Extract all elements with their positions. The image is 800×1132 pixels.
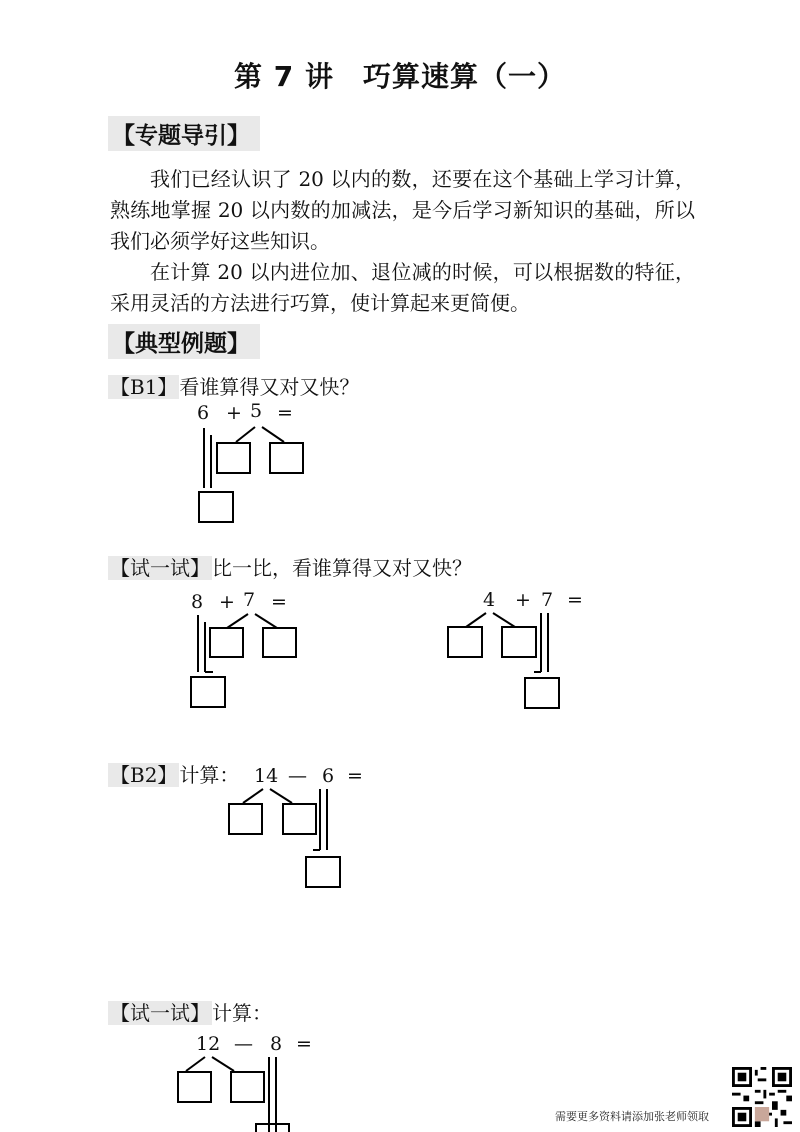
connector-line xyxy=(186,1057,205,1071)
equals-sign: = xyxy=(567,589,583,611)
operand-b: 7 xyxy=(243,589,256,611)
try-tag: 【试一试】 xyxy=(110,1001,210,1025)
try-tag: 【试一试】 xyxy=(110,556,210,580)
operator: + xyxy=(515,589,531,611)
example-prompt: 看谁算得又对又快？ xyxy=(179,375,360,399)
try-prompt: 比一比，看谁算得又对又快？ xyxy=(212,556,472,580)
answer-box xyxy=(256,1124,289,1132)
equals-sign: = xyxy=(277,402,293,424)
section-heading-examples: 【典型例题】 xyxy=(108,324,260,359)
operand-a: 14 xyxy=(254,765,279,787)
page-title: 第 7 讲 巧算速算（一） xyxy=(234,60,566,93)
answer-box xyxy=(231,1072,264,1102)
operator: — xyxy=(288,765,307,787)
operand-a: 6 xyxy=(197,402,210,424)
equals-sign: = xyxy=(271,591,287,613)
operand-b: 7 xyxy=(541,589,554,611)
operand-a: 4 xyxy=(483,589,496,611)
connector-line xyxy=(212,1057,234,1071)
section-heading-intro: 【专题导引】 xyxy=(108,116,260,151)
try-prompt: 计算： xyxy=(212,1001,272,1025)
intro-paragraph-2: 在计算 20 以内进位加、退位减的时候，可以根据数的特征，采用灵活的方法进行巧算，使计算起来更简便。 xyxy=(110,260,695,315)
intro-paragraph-1: 我们已经认识了 20 以内的数，还要在这个基础上学习计算，熟练地掌握 20 以内数的加减法，是今后学习新知识的基础，所以我们必须学好这些知识。 xyxy=(110,167,695,253)
example-tag: 【B2】 xyxy=(110,763,178,787)
operand-b: 5 xyxy=(250,400,263,422)
example-prompt: 计算： xyxy=(179,763,240,787)
operator: + xyxy=(219,591,235,613)
equals-sign: = xyxy=(347,765,363,787)
qr-code-icon xyxy=(732,1067,792,1127)
example-tag: 【B1】 xyxy=(110,375,178,399)
equals-sign: = xyxy=(296,1033,312,1055)
operator: — xyxy=(234,1033,253,1055)
operand-b: 8 xyxy=(270,1033,283,1055)
operand-a: 12 xyxy=(196,1033,221,1055)
answer-box xyxy=(178,1072,211,1102)
operator: + xyxy=(226,402,242,424)
operand-b: 6 xyxy=(322,765,335,787)
operand-a: 8 xyxy=(191,591,204,613)
footer-note: 需要更多资料请添加张老师领取 xyxy=(555,1110,709,1123)
